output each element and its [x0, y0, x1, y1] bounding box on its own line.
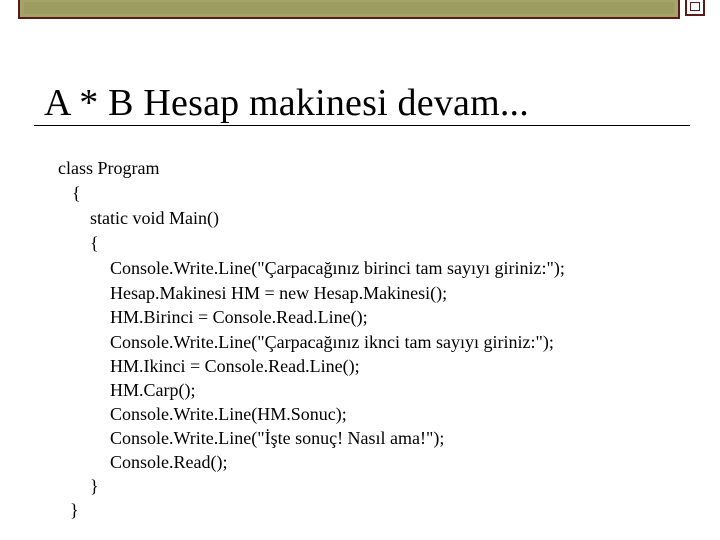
code-line: {: [90, 233, 99, 253]
title-underline: [34, 125, 690, 126]
code-line: Console.Write.Line("Çarpacağınız iknci tam sayıyı giriniz:");: [110, 332, 554, 352]
corner-square-inner: [690, 2, 700, 11]
code-line: Console.Write.Line("Çarpacağınız birinci tam sayıyı giriniz:");: [110, 258, 565, 278]
code-line: Console.Write.Line(HM.Sonuc);: [110, 404, 347, 424]
code-line: HM.Ikinci = Console.Read.Line();: [110, 356, 360, 376]
top-bar-inner: [24, 2, 674, 14]
corner-square-decoration: [685, 0, 705, 16]
slide-title: A * B Hesap makinesi devam...: [44, 82, 529, 124]
code-line: static void Main(): [90, 208, 219, 228]
code-line: HM.Carp();: [110, 380, 196, 400]
code-line: class Program: [58, 158, 160, 178]
code-line: {: [72, 183, 81, 203]
top-decorative-bar: [18, 0, 680, 19]
code-line: }: [70, 500, 79, 520]
code-line: Hesap.Makinesi HM = new Hesap.Makinesi();: [110, 283, 448, 303]
code-line: Console.Read();: [110, 452, 228, 472]
code-line: HM.Birinci = Console.Read.Line();: [110, 307, 368, 327]
code-line: }: [90, 476, 99, 496]
code-line: Console.Write.Line("İşte sonuç! Nasıl ama!");: [110, 428, 445, 448]
